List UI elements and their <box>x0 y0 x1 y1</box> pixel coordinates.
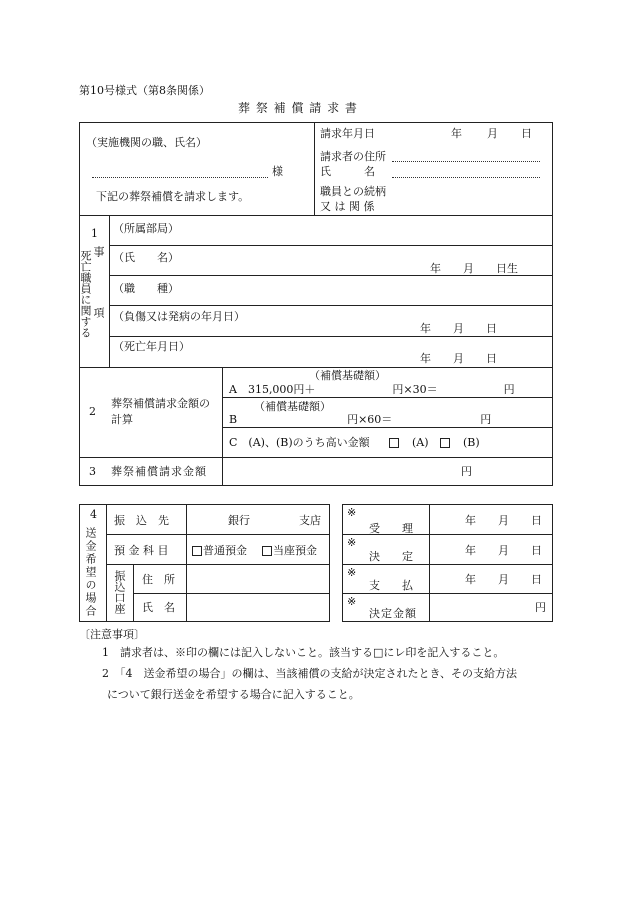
transfer-dest-label: 振 込 先 <box>114 514 169 527</box>
bank-label: 銀行 <box>228 514 250 527</box>
option-a-checkbox[interactable] <box>389 438 399 448</box>
section3-number: 3 <box>89 465 96 478</box>
payment-mark: ※ <box>347 566 357 579</box>
form-title: 葬 祭 補 償 請 求 書 <box>238 101 358 115</box>
note-1: 1 請求者は、※印の欄には記入しないこと。該当する□にレ印を記入すること。 <box>102 646 505 659</box>
death-date: 年 月 日 <box>420 352 497 365</box>
amount-label: 決定金額 <box>369 607 417 620</box>
request-year: 年 <box>451 127 462 140</box>
branch-label: 支店 <box>299 514 321 527</box>
relation-label-1: 職員との続柄 <box>320 185 386 198</box>
base-amount-label-a: （補償基礎額） <box>309 369 386 382</box>
ordinary-label: 普通預金 <box>203 544 247 557</box>
option-b-checkbox[interactable] <box>440 438 450 448</box>
job-label: （職 種） <box>113 282 179 295</box>
calc-row-a: A 315,000円＋ 円×30＝ 円 <box>229 383 515 396</box>
name-line[interactable] <box>392 177 540 178</box>
injury-label: （負傷又は発病の年月日） <box>113 310 245 323</box>
deceased-name-label: （氏 名） <box>113 251 179 264</box>
note-2b: について銀行送金を希望する場合に記入すること。 <box>107 688 360 701</box>
section4-side-label: 送金希望の場合 <box>84 527 97 618</box>
current-checkbox[interactable] <box>262 546 272 556</box>
option-b-label: (B) <box>463 436 480 449</box>
section1-side-label-a: 死亡職員に関する <box>79 250 92 338</box>
current-label: 当座預金 <box>273 544 317 557</box>
decision-date: 年 月 日 <box>465 544 542 557</box>
section2-number: 2 <box>89 405 96 418</box>
receipt-label: 受 理 <box>369 522 413 535</box>
section4-number: 4 <box>90 508 97 521</box>
calc-row-c: C (A)、(B)のうち高い金額 <box>229 436 370 449</box>
decision-label: 決 定 <box>369 550 413 563</box>
address-line[interactable] <box>392 161 540 162</box>
addressee-line[interactable] <box>92 177 268 178</box>
name-label: 氏 名 <box>320 165 375 178</box>
relation-label-2: 又 は 関 係 <box>320 200 375 213</box>
injury-date: 年 月 日 <box>420 322 497 335</box>
request-day: 日 <box>521 127 532 140</box>
receipt-date: 年 月 日 <box>465 514 542 527</box>
section3-label: 葬祭補償請求金額 <box>111 465 207 478</box>
amount-yen: 円 <box>535 601 546 614</box>
base-amount-label-b: （補償基礎額） <box>254 400 331 413</box>
section1-side-label-b: 事項 <box>92 246 105 368</box>
death-label: （死亡年月日） <box>113 340 190 353</box>
section1-number: 1 <box>91 227 98 240</box>
request-text: 下記の葬祭補償を請求します。 <box>96 190 250 203</box>
amount-mark: ※ <box>347 595 357 608</box>
address-label: 請求者の住所 <box>320 150 386 163</box>
request-date-label: 請求年月日 <box>320 127 375 140</box>
option-a-label: (A) <box>412 436 429 449</box>
account-address-label: 住 所 <box>142 573 175 586</box>
payment-label: 支 払 <box>369 579 413 592</box>
ordinary-checkbox[interactable] <box>192 546 202 556</box>
note-2a: 2 「4 送金希望の場合」の欄は、当該補償の支給が決定されたとき、その支給方法 <box>102 667 518 680</box>
account-type-label: 預 金 科 目 <box>114 544 169 557</box>
receipt-mark: ※ <box>347 506 357 519</box>
form-number: 第10号様式（第8条関係） <box>79 84 210 97</box>
account-side-label: 振込口座 <box>113 570 126 614</box>
section2-label-1: 葬祭補償請求金額の <box>111 397 210 410</box>
section2-label-2: 計算 <box>111 413 133 426</box>
birth-date: 年 月 日生 <box>430 262 518 275</box>
sama-label: 様 <box>272 165 283 178</box>
calc-row-b: B 円×60＝ 円 <box>229 413 492 426</box>
payment-date: 年 月 日 <box>465 573 542 586</box>
org-label: （実施機関の職、氏名） <box>86 136 207 149</box>
decision-mark: ※ <box>347 536 357 549</box>
notes-heading: 〔注意事項〕 <box>79 628 145 641</box>
section3-yen: 円 <box>461 465 472 478</box>
dept-label: （所属部局） <box>113 222 179 235</box>
account-name-label: 氏 名 <box>142 601 175 614</box>
request-month: 月 <box>487 127 498 140</box>
